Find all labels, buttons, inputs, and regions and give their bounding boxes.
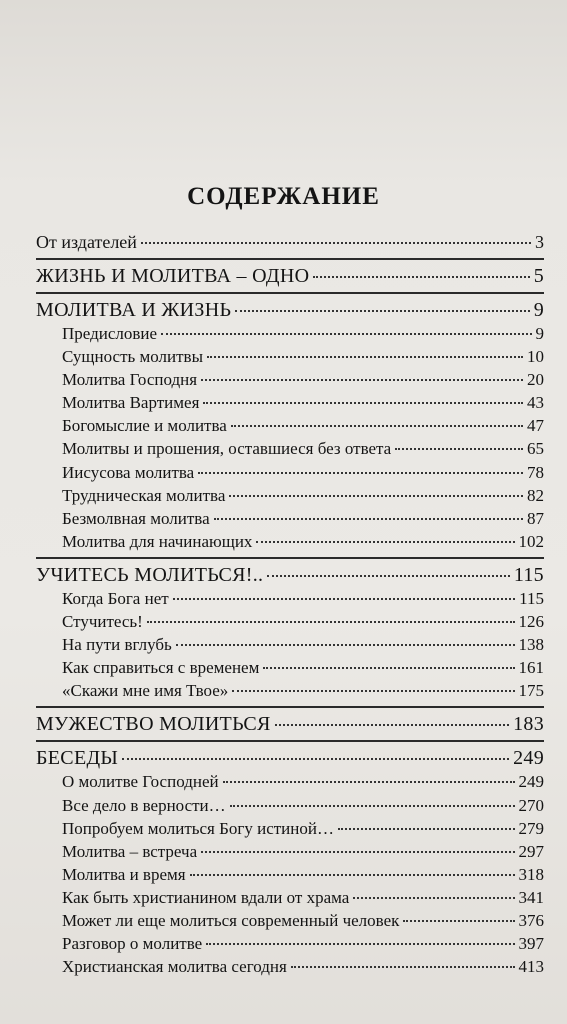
dot-leader [203,401,523,404]
toc-section-entry [36,298,544,322]
toc-entry-page: 249 [513,747,544,770]
toc-entry [36,886,544,909]
dot-leader [214,517,523,520]
toc-entry [36,530,544,553]
toc-entry-label: Попробуем молиться Богу истиной… [62,818,334,838]
toc-entry-page: 249 [518,772,544,792]
dot-leader [338,827,515,830]
toc-entry-page: 279 [518,818,544,838]
toc-entry-label: Молитва – встреча [62,841,198,861]
toc-entry-page: 65 [527,439,544,459]
dot-leader [267,574,509,577]
toc-entry-page: 9 [533,299,544,321]
toc-entry [36,909,544,932]
toc-entry-page: 297 [518,841,544,861]
toc-entry-page: 318 [518,864,544,884]
toc-entry-label: Трудническая молитва [62,485,226,505]
toc-entry [36,817,544,840]
dot-leader [230,804,515,807]
page-title: СОДЕРЖАНИЕ [187,183,380,210]
toc-entry [36,955,544,978]
toc-entry-page: 9 [535,324,544,343]
dot-leader [198,471,523,474]
dot-leader [206,942,514,945]
toc-entry-page: 161 [518,658,544,678]
toc-entry [36,770,544,793]
toc-entry-page: 115 [513,563,544,586]
dot-leader [122,757,509,760]
toc-entry-page: 413 [518,957,544,977]
toc-entry [36,230,544,254]
toc-entry-page: 20 [527,370,544,390]
toc-entry-label: Молитва и время [62,864,186,884]
dot-leader [291,965,515,968]
section-rule [36,706,544,708]
section-rule [36,740,544,742]
toc-entry [36,633,544,656]
toc-entry-label: От издателей [36,232,137,252]
dot-leader [173,597,515,600]
toc-entry-page: 78 [527,462,544,482]
dot-leader [141,241,531,244]
toc-entry [36,322,544,345]
toc-entry-label: На пути вглубь [62,635,172,655]
toc-entry-label: Молитва Вартимея [62,393,200,413]
toc-entry [36,656,544,679]
toc-section-entry [36,563,544,587]
toc-entry-label: МОЛИТВА И ЖИЗНЬ [36,299,232,321]
toc-entry [36,863,544,886]
toc-entry [36,794,544,817]
dot-leader [147,620,515,623]
toc-entry-label: УЧИТЕСЬ МОЛИТЬСЯ!.. [36,563,264,586]
toc-entry-page: 175 [518,681,544,701]
toc-entry-page: 126 [518,612,544,632]
dot-leader [207,355,523,358]
toc-entry-page: 397 [518,934,544,954]
section-rule [36,258,544,260]
dot-leader [275,723,509,726]
toc-entry-page: 43 [527,393,544,413]
toc-section-entry [36,264,544,288]
toc-entry-page: 183 [513,713,544,736]
toc-entry [36,507,544,530]
dot-leader [176,643,515,646]
toc-entry-page: 82 [527,485,544,505]
toc-entry [36,414,544,437]
dot-leader [403,919,514,922]
toc-entry [36,610,544,633]
toc-entry-page: 10 [527,347,544,367]
dot-leader [229,494,523,497]
toc-entry-page: 270 [518,795,544,815]
dot-leader [201,850,514,853]
toc-entry-page: 376 [518,910,544,930]
toc-entry-label: Может ли еще молиться современный человек [62,910,400,930]
toc-entry-page: 5 [533,265,544,287]
toc-entry [36,587,544,610]
toc-entry [36,932,544,955]
toc-entry-page: 102 [518,531,544,551]
toc-entry-label: Богомыслие и молитва [62,416,227,436]
toc-section-entry [36,746,544,770]
toc-entry-label: БЕСЕДЫ [36,747,119,770]
toc-entry-label: О молитве Господней [62,772,219,792]
toc-entry [36,679,544,702]
section-rule [36,292,544,294]
dot-leader [395,447,523,450]
dot-leader [223,780,515,783]
toc-entry [36,840,544,863]
toc-entry-label: Молитва Господня [62,370,198,390]
dot-leader [313,275,529,278]
toc-entry [36,345,544,368]
toc-entry-page: 3 [535,232,544,252]
toc-entry-label: Разговор о молитве [62,934,203,954]
toc-entry-label: Молитвы и прошения, оставшиеся без ответа [62,439,392,459]
toc-entry-page: 87 [527,508,544,528]
dot-leader [161,332,531,335]
toc-entry-page: 138 [518,635,544,655]
toc-entry-label: ЖИЗНЬ И МОЛИТВА – ОДНО [36,265,310,287]
toc-entry-label: Молитва для начинающих [62,531,253,551]
toc-entry-label: МУЖЕСТВО МОЛИТЬСЯ [36,713,271,736]
dot-leader [235,309,529,312]
toc-entry-page: 341 [518,887,544,907]
toc-entry-label: Все дело в верности… [62,795,226,815]
toc-entry [36,391,544,414]
dot-leader [232,689,514,692]
toc-entry-label: Христианская молитва сегодня [62,957,287,977]
toc-entry [36,484,544,507]
table-of-contents [36,230,544,978]
toc-entry [36,437,544,460]
toc-entry-label: Сущность молитвы [62,347,203,367]
toc-entry-label: Стучитесь! [62,612,143,632]
toc-entry-label: Предисловие [62,324,158,343]
toc-entry-label: Когда Бога нет [62,588,169,608]
dot-leader [353,896,514,899]
toc-entry-page: 47 [527,416,544,436]
dot-leader [231,424,523,427]
toc-entry-label: Как быть христианином вдали от храма [62,887,350,907]
toc-entry-label: Как справиться с временем [62,658,260,678]
dot-leader [201,378,523,381]
toc-entry-label: Иисусова молитва [62,462,195,482]
toc-entry [36,461,544,484]
dot-leader [263,666,514,669]
section-rule [36,557,544,559]
toc-entry [36,368,544,391]
dot-leader [256,540,514,543]
toc-section-entry [36,712,544,736]
toc-entry-label: «Скажи мне имя Твое» [62,681,229,701]
toc-entry-page: 115 [519,588,544,608]
toc-entry-label: Безмолвная молитва [62,508,210,528]
dot-leader [190,873,515,876]
